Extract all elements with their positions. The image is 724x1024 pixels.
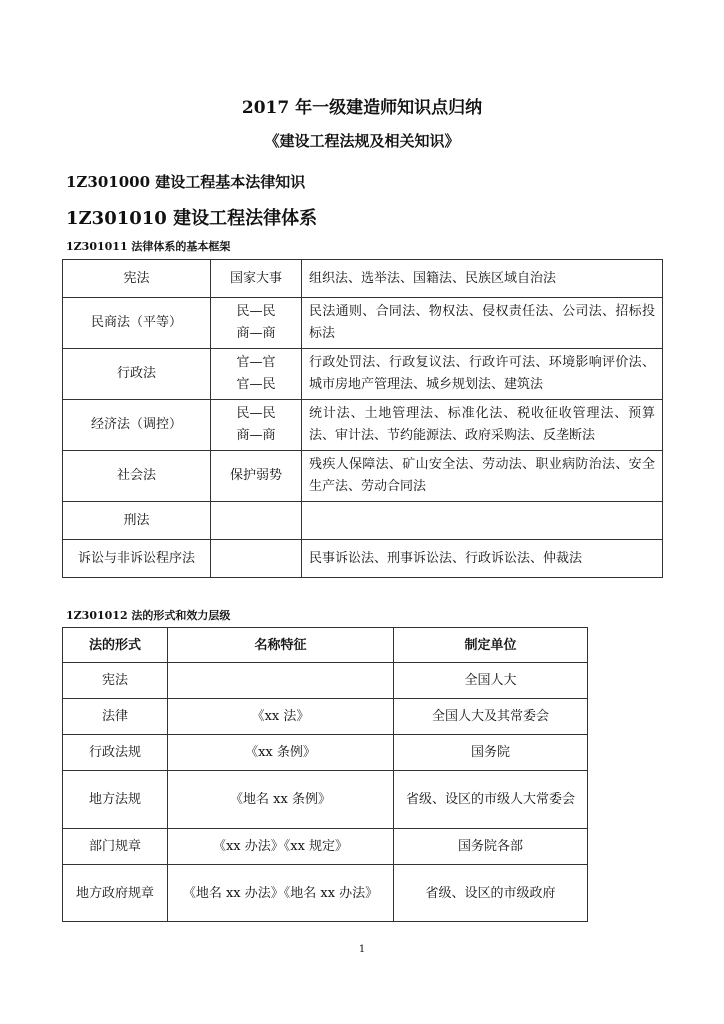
table-row <box>63 502 663 540</box>
table-cell: 省级、设区的市级政府 <box>394 865 588 922</box>
column-header: 名称特征 <box>168 628 394 663</box>
table-cell: 宪法 <box>63 663 168 699</box>
table-row <box>63 260 663 298</box>
subsection-2-heading: 1Z301012 法的形式和效力层级 <box>66 609 231 622</box>
law-content: 残疾人保障法、矿山安全法、劳动法、职业病防治法、安全生产法、劳动合同法 <box>302 451 663 502</box>
law-nature <box>211 502 302 540</box>
page-number: 1 <box>358 944 366 955</box>
document-title: 2017 年一级建造师知识点归纳 <box>241 98 483 118</box>
law-nature: 民—民 商—商 <box>211 400 302 451</box>
table-cell: 《xx 办法》《xx 规定》 <box>168 829 394 865</box>
table-row <box>63 771 588 829</box>
table-cell: 行政法规 <box>63 735 168 771</box>
table-cell: 国务院各部 <box>394 829 588 865</box>
table-row <box>63 829 588 865</box>
table-cell <box>168 663 394 699</box>
chapter-heading: 1Z301000 建设工程基本法律知识 <box>66 173 306 191</box>
law-content: 组织法、选举法、国籍法、民族区域自治法 <box>302 260 663 298</box>
table-cell: 《xx 法》 <box>168 699 394 735</box>
document-subtitle: 《建设工程法规及相关知识》 <box>264 132 460 150</box>
table-row <box>63 400 663 451</box>
table-cell: 《xx 条例》 <box>168 735 394 771</box>
table-header-row <box>63 628 588 663</box>
law-category: 行政法 <box>63 349 211 400</box>
law-nature: 官—官 官—民 <box>211 349 302 400</box>
table-row <box>63 298 663 349</box>
subsection-1-heading: 1Z301011 法律体系的基本框架 <box>66 240 231 253</box>
table-cell: 省级、设区的市级人大常委会 <box>394 771 588 829</box>
law-content: 民事诉讼法、刑事诉讼法、行政诉讼法、仲裁法 <box>302 540 663 578</box>
law-forms-table <box>62 627 588 922</box>
law-category: 刑法 <box>63 502 211 540</box>
table-cell: 地方法规 <box>63 771 168 829</box>
legal-framework-table <box>62 259 663 578</box>
table-row <box>63 540 663 578</box>
table-row <box>63 451 663 502</box>
table-cell: 全国人大及其常委会 <box>394 699 588 735</box>
table-cell: 全国人大 <box>394 663 588 699</box>
law-content: 行政处罚法、行政复议法、行政许可法、环境影响评价法、城市房地产管理法、城乡规划法、建筑法 <box>302 349 663 400</box>
section-heading: 1Z301010 建设工程法律体系 <box>66 208 318 229</box>
law-content: 民法通则、合同法、物权法、侵权责任法、公司法、招标投标法 <box>302 298 663 349</box>
law-category: 社会法 <box>63 451 211 502</box>
table-cell: 《地名 xx 条例》 <box>168 771 394 829</box>
table-row <box>63 735 588 771</box>
law-nature: 国家大事 <box>211 260 302 298</box>
table-cell: 法律 <box>63 699 168 735</box>
table-row <box>63 699 588 735</box>
law-content: 统计法、土地管理法、标准化法、税收征收管理法、预算法、审计法、节约能源法、政府采购法、反垄断法 <box>302 400 663 451</box>
table-cell: 国务院 <box>394 735 588 771</box>
law-category: 诉讼与非诉讼程序法 <box>63 540 211 578</box>
table-row <box>63 865 588 922</box>
table-cell: 《地名 xx 办法》《地名 xx 办法》 <box>168 865 394 922</box>
table-row <box>63 349 663 400</box>
column-header: 制定单位 <box>394 628 588 663</box>
table-cell: 地方政府规章 <box>63 865 168 922</box>
column-header: 法的形式 <box>63 628 168 663</box>
table-row <box>63 663 588 699</box>
law-nature <box>211 540 302 578</box>
law-content <box>302 502 663 540</box>
law-nature: 保护弱势 <box>211 451 302 502</box>
law-category: 经济法（调控） <box>63 400 211 451</box>
law-category: 宪法 <box>63 260 211 298</box>
table-cell: 部门规章 <box>63 829 168 865</box>
law-nature: 民—民 商—商 <box>211 298 302 349</box>
law-category: 民商法（平等） <box>63 298 211 349</box>
